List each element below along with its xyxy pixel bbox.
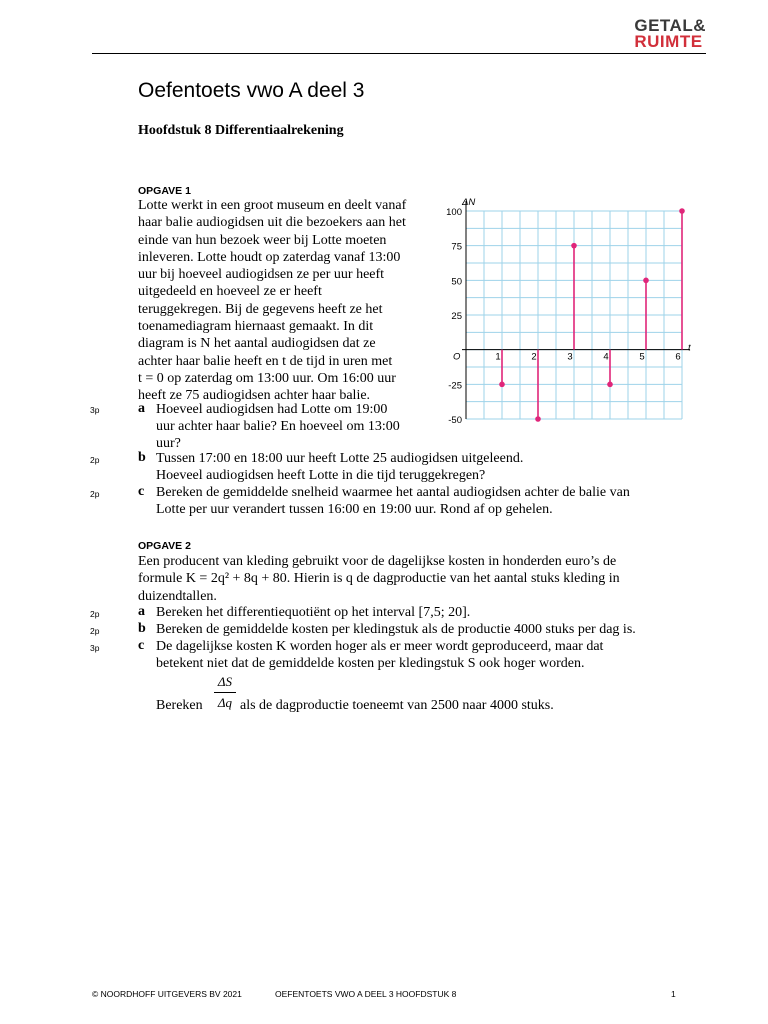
intro-line: t = 0 op zaterdag om 13:00 uur. Om 16:00 uur <box>138 370 396 386</box>
points-2b: 2p <box>90 626 100 636</box>
bereken-word: Bereken <box>156 698 203 713</box>
question-line: uur achter haar balie? En hoeveel om 13:00 <box>156 419 400 434</box>
question-2a <box>156 604 470 621</box>
data-point <box>499 382 505 388</box>
opgave-1-heading: OPGAVE 1 <box>138 185 191 197</box>
fraction-numerator: ΔS <box>214 674 236 693</box>
data-point <box>535 416 541 422</box>
publisher-logo <box>634 18 706 50</box>
page-title: Oefentoets vwo A deel 3 <box>138 79 365 102</box>
opgave-1-intro <box>138 197 406 405</box>
x-tick-label: 2 <box>531 351 537 363</box>
intro-line: heeft ze 75 audiogidsen achter haar balie. <box>138 388 371 404</box>
footer-copyright: © NOORDHOFF UITGEVERS BV 2021 <box>92 989 242 999</box>
x-tick-label: 5 <box>639 351 645 363</box>
question-2c <box>156 638 603 672</box>
points-1c: 2p <box>90 489 100 499</box>
question-line: Bereken het differentiequotiënt op het interval [7,5; 20]. <box>156 605 471 620</box>
question-label-1a: a <box>138 401 145 416</box>
intro-line: Lotte werkt in een groot museum en deelt vanaf <box>138 198 407 213</box>
y-tick-label: 75 <box>451 241 462 253</box>
question-label-2c: c <box>138 638 145 653</box>
x-tick-label: 4 <box>603 351 609 363</box>
question-1a <box>156 401 400 452</box>
data-point <box>643 278 649 284</box>
data-point <box>607 382 613 388</box>
question-label-2b: b <box>138 621 146 636</box>
question-line: Bereken de gemiddelde snelheid waarmee het aantal audiogidsen achter de balie van <box>156 485 630 500</box>
y-tick-label: 50 <box>451 276 462 288</box>
intro-line: haar balie audiogidsen uit die bezoekers aan het <box>138 215 406 231</box>
intro-line: Een producent van kleding gebruikt voor de dagelijkse kosten in honderden euro’s de <box>138 554 617 569</box>
points-2c: 3p <box>90 643 100 653</box>
question-line: uur? <box>156 436 181 451</box>
intro-line: teruggekregen. Bij de gegevens heeft ze het <box>138 301 383 317</box>
bereken-rest: als de dagproductie toeneemt van 2500 naar 4000 stuks. <box>240 698 554 713</box>
delta-fraction <box>214 674 236 711</box>
origin-label: O <box>453 351 461 363</box>
intro-line: diagram is N het aantal audiogidsen dat ze <box>138 336 376 352</box>
question-line: Hoeveel audiogidsen heeft Lotte in die tijd teruggekregen? <box>156 468 486 483</box>
question-line: Tussen 17:00 en 18:00 uur heeft Lotte 25 audiogidsen uitgeleend. <box>156 451 524 466</box>
intro-line: inleveren. Lotte houdt op zaterdag vanaf 13:00 <box>138 249 401 265</box>
x-tick-label: 6 <box>675 351 681 363</box>
question-label-1c: c <box>138 484 145 499</box>
data-point <box>571 243 577 249</box>
toenamediagram-chart <box>436 195 708 430</box>
question-line: Bereken de gemiddelde kosten per kledingstuk als de productie 4000 stuks per dag is. <box>156 622 636 637</box>
question-2b <box>156 621 636 638</box>
chapter-heading: Hoofdstuk 8 Differentiaalrekening <box>138 123 344 138</box>
y-tick-label: 25 <box>451 311 462 322</box>
intro-line: toenamediagram hiernaast gemaakt. In dit <box>138 319 374 335</box>
question-1c <box>156 484 630 518</box>
data-point <box>679 208 685 214</box>
x-tick-label: 1 <box>495 351 501 363</box>
footer-title: OEFENTOETS VWO A DEEL 3 HOOFDSTUK 8 <box>275 989 457 999</box>
question-line: betekent niet dat de gemiddelde kosten per kledingstuk S ook hoger worden. <box>156 656 585 671</box>
header-rule <box>92 53 706 54</box>
footer-page-number: 1 <box>671 989 676 999</box>
question-label-1b: b <box>138 450 146 465</box>
x-tick-label: 3 <box>567 351 573 363</box>
question-line: Lotte per uur verandert tussen 16:00 en 19:00 uur. Rond af op gehelen. <box>156 502 553 517</box>
question-label-2a: a <box>138 604 145 619</box>
question-1b <box>156 450 523 484</box>
opgave-2-intro <box>138 553 620 605</box>
fraction-denominator: Δq <box>217 695 233 710</box>
y-axis-label: ΔN <box>462 197 476 208</box>
opgave-2-heading: OPGAVE 2 <box>138 540 191 552</box>
question-line: Hoeveel audiogidsen had Lotte om 19:00 <box>156 402 388 417</box>
y-tick-label: 100 <box>446 207 462 218</box>
intro-line: achter haar balie heeft en t de tijd in uren met <box>138 353 393 369</box>
points-2a: 2p <box>90 609 100 619</box>
y-tick-label: -50 <box>448 415 462 426</box>
x-axis-label: t <box>688 342 691 354</box>
intro-line: formule K = 2q² + 8q + 80. Hierin is q de dagproductie van het aantal stuks kleding in <box>138 571 620 587</box>
intro-line: einde van hun bezoek weer bij Lotte moeten <box>138 232 387 248</box>
y-tick-label: -25 <box>448 380 462 392</box>
intro-line: uur bij hoeveel audiogidsen ze per uur heeft <box>138 267 385 283</box>
intro-line: duizendtallen. <box>138 588 217 604</box>
question-line: De dagelijkse kosten K worden hoger als er meer wordt geproduceerd, maar dat <box>156 639 604 654</box>
logo-line-2: RUIMTE <box>634 32 703 51</box>
points-1a: 3p <box>90 405 100 415</box>
points-1b: 2p <box>90 455 100 465</box>
logo-line-1: GETAL& <box>634 16 706 35</box>
intro-line: uitgedeeld en hoeveel ze er heeft <box>138 284 322 300</box>
